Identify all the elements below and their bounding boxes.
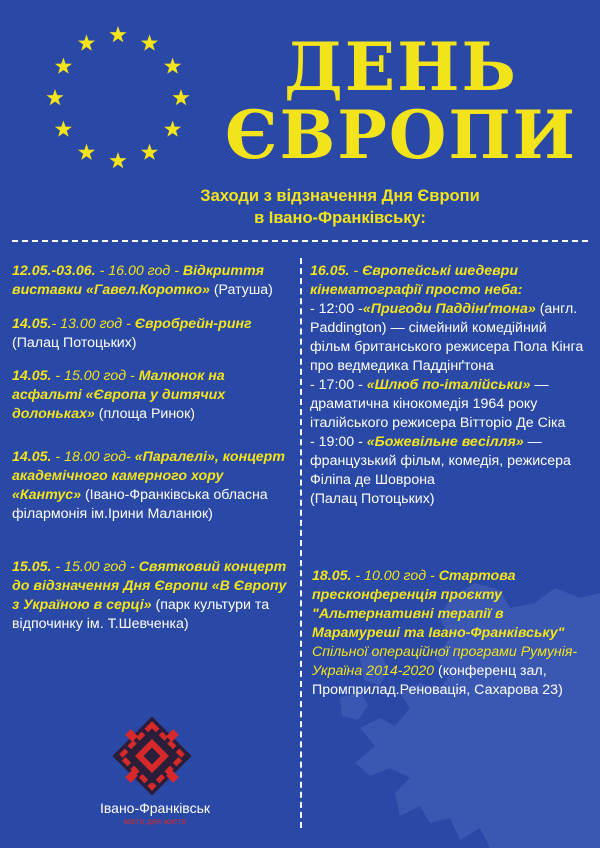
eu-star-icon xyxy=(55,121,72,137)
film-description: (англ. Paddington) — сімейний комедійний фільм британського режисера Пола Кінга про ведмедика Паддінґтона xyxy=(310,301,584,374)
film-name: «Шлюб по-італійськи» xyxy=(366,377,531,393)
event-date: 18.05. xyxy=(312,568,352,584)
eu-star-icon xyxy=(78,34,95,50)
event-place: (площа Ринок) xyxy=(94,406,196,422)
event-press-conference xyxy=(312,567,590,700)
film-description: — драматична кінокомедія 1964 року італійського режисера Вітторіо Де Сіка xyxy=(310,377,566,431)
vertical-divider xyxy=(300,258,302,828)
event-date: 16.05. xyxy=(310,263,350,279)
film-item xyxy=(310,376,585,433)
event-time: - 16.00 год - xyxy=(95,263,183,279)
film-time: - 12:00 - xyxy=(310,301,363,317)
city-logo xyxy=(108,712,196,800)
event-place: (Ратуша) xyxy=(209,282,273,298)
event-time: - 15.00 год - xyxy=(51,368,139,384)
event-date: 14.05. xyxy=(12,449,52,465)
title-line-2: ЄВРОПИ xyxy=(224,96,578,174)
film-time: - 17:00 - xyxy=(310,377,367,393)
event-place: (парк культури та відпочинку ім. Т.Шевченка) xyxy=(12,597,270,632)
event-name: Святковий концерт до відзначення Дня Європи «В Європу з Україною в серці» xyxy=(12,559,287,613)
subtitle xyxy=(160,185,520,229)
eu-star-icon xyxy=(55,58,72,74)
film-item xyxy=(310,433,585,490)
eu-star-icon xyxy=(164,58,181,74)
event-time: - 15.00 год - xyxy=(51,559,139,575)
city-logo-slogan: місто для життя xyxy=(123,816,187,826)
eu-star-icon xyxy=(78,144,95,160)
eu-star-icon xyxy=(46,89,63,105)
event-name: Євробрейн-ринг xyxy=(134,316,252,332)
event-place: (Палац Потоцьких) xyxy=(12,335,137,351)
event-name: Відкриття виставки «Гавел.Коротко» xyxy=(12,263,264,298)
eu-stars-circle xyxy=(38,18,198,178)
event-separator: - xyxy=(349,263,363,279)
event-name: «Паралелі», концерт академічного камерного хору «Кантус» xyxy=(12,449,285,503)
event-name: Європейські шедеври кінематографії просто неба: xyxy=(310,263,523,298)
event-date: 14.05. xyxy=(12,368,52,384)
film-item xyxy=(310,300,585,376)
eu-star-icon xyxy=(141,34,158,50)
eu-star-icon xyxy=(172,89,189,105)
film-time: - 19:00 - xyxy=(310,434,367,450)
event-place: (Палац Потоцьких) xyxy=(310,491,435,507)
horizontal-divider xyxy=(12,240,588,242)
event-date: 14.05. xyxy=(12,316,52,332)
event-eurobrain xyxy=(12,315,292,353)
event-choir-concert xyxy=(12,448,292,524)
eu-star-icon xyxy=(109,152,126,168)
event-time: - 13.00 год - xyxy=(51,316,135,332)
title-line-1: ДЕНЬ xyxy=(284,28,518,106)
eu-star-icon xyxy=(109,26,126,42)
film-name: «Пригоди Паддінґтона» xyxy=(362,301,536,317)
event-name: Малюнок на асфальті «Європа у дитячих долоньках» xyxy=(12,368,226,422)
event-date: 15.05. xyxy=(12,559,52,575)
event-date: 12.05.-03.06. xyxy=(12,263,96,279)
subtitle-line-2: в Івано-Франківську: xyxy=(254,209,426,227)
event-film-festival xyxy=(310,262,585,509)
subtitle-line-1: Заходи з відзначення Дня Європи xyxy=(200,187,480,205)
event-exhibition xyxy=(12,262,292,300)
event-place: (Івано-Франківська обласна філармонія ім.Ірини Маланюк) xyxy=(12,487,268,522)
event-place: (конференц зал, Промприлад.Реновація, Сахарова 23) xyxy=(312,663,563,698)
event-chalk-drawing xyxy=(12,367,282,424)
event-europe-day-concert xyxy=(12,558,297,634)
program-name: Спільної операційної програми Румунія-Україна 2014-2020 xyxy=(312,644,578,679)
city-logo-name: Івано-Франківськ xyxy=(99,800,211,816)
project-name: "Альтернативні терапії в Марамуреші та Івано-Франківську" xyxy=(312,606,565,641)
event-name: Стартова пресконференція проєкту xyxy=(312,568,516,603)
eu-star-icon xyxy=(164,121,181,137)
eu-star-icon xyxy=(141,144,158,160)
film-name: «Божевільне весілля» xyxy=(366,434,524,450)
event-time: - 18.00 год- xyxy=(51,449,135,465)
film-description: — французький фільм, комедія, режисера Філіпа де Шоврона xyxy=(310,434,571,488)
event-time: - 10.00 год - xyxy=(351,568,439,584)
